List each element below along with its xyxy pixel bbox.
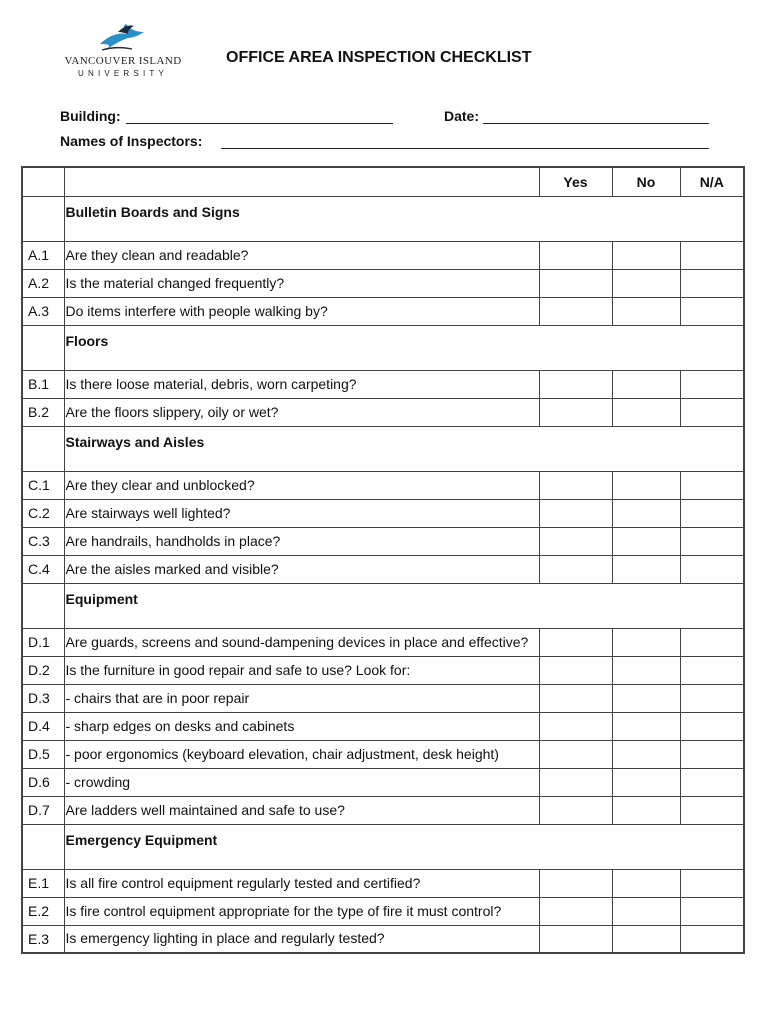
item-number: D.7 [22,796,64,824]
answer-cell-na[interactable] [680,499,744,527]
answer-cell-na[interactable] [680,684,744,712]
answer-cell-yes[interactable] [539,555,612,583]
item-number: C.3 [22,527,64,555]
item-number: D.1 [22,628,64,656]
item-number: B.2 [22,398,64,426]
answer-cell-na[interactable] [680,398,744,426]
answer-cell-na[interactable] [680,656,744,684]
answer-cell-yes[interactable] [539,628,612,656]
section-row [22,325,744,370]
inspectors-label: Names of Inspectors: [60,133,203,149]
item-question: Is fire control equipment appropriate for the type of fire it must control? [64,897,539,925]
answer-cell-yes[interactable] [539,740,612,768]
item-number: C.4 [22,555,64,583]
section-title: Floors [64,325,744,370]
item-number: D.3 [22,684,64,712]
checklist-row [22,471,744,499]
inspectors-field[interactable] [221,148,709,149]
answer-cell-yes[interactable] [539,897,612,925]
answer-cell-na[interactable] [680,869,744,897]
section-blank-cell [22,583,64,628]
answer-cell-na[interactable] [680,555,744,583]
item-number: B.1 [22,370,64,398]
answer-cell-no[interactable] [612,656,680,684]
item-number: D.4 [22,712,64,740]
bird-logo-icon [98,22,148,54]
answer-cell-yes[interactable] [539,712,612,740]
answer-cell-yes[interactable] [539,241,612,269]
section-row [22,583,744,628]
section-title: Equipment [64,583,744,628]
item-number: A.3 [22,297,64,325]
answer-cell-no[interactable] [612,684,680,712]
item-question: Are they clean and readable? [64,241,539,269]
answer-cell-yes[interactable] [539,869,612,897]
header-blank-cell [22,167,64,196]
item-question: Are guards, screens and sound-dampening devices in place and effective? [64,628,539,656]
answer-cell-yes[interactable] [539,527,612,555]
page-title: OFFICE AREA INSPECTION CHECKLIST [226,49,532,66]
item-question: Is the furniture in good repair and safe to use? Look for: [64,656,539,684]
inspection-table [21,166,745,954]
answer-cell-no[interactable] [612,471,680,499]
table-header-row [22,167,744,196]
checklist-row [22,925,744,953]
university-logo [52,22,194,84]
answer-cell-yes[interactable] [539,768,612,796]
answer-cell-yes[interactable] [539,684,612,712]
item-question: - chairs that are in poor repair [64,684,539,712]
section-row [22,824,744,869]
item-question: Is emergency lighting in place and regularly tested? [64,925,539,953]
answer-cell-na[interactable] [680,796,744,824]
answer-cell-no[interactable] [612,740,680,768]
answer-cell-na[interactable] [680,269,744,297]
answer-cell-no[interactable] [612,241,680,269]
checklist-row [22,656,744,684]
answer-cell-no[interactable] [612,628,680,656]
answer-cell-no[interactable] [612,796,680,824]
section-row [22,196,744,241]
logo-text-line1: VANCOUVER ISLAND [64,55,182,67]
item-number: D.2 [22,656,64,684]
column-header-yes: Yes [539,167,612,196]
item-question: - poor ergonomics (keyboard elevation, chair adjustment, desk height) [64,740,539,768]
item-question: Is the material changed frequently? [64,269,539,297]
checklist-row [22,897,744,925]
answer-cell-no[interactable] [612,398,680,426]
section-blank-cell [22,426,64,471]
section-row [22,426,744,471]
date-label: Date: [444,108,480,124]
checklist-row [22,628,744,656]
answer-cell-yes[interactable] [539,471,612,499]
item-question: Is there loose material, debris, worn carpeting? [64,370,539,398]
answer-cell-na[interactable] [680,712,744,740]
item-question: - crowding [64,768,539,796]
date-field[interactable] [483,123,709,124]
answer-cell-yes[interactable] [539,370,612,398]
checklist-row [22,869,744,897]
item-number: A.2 [22,269,64,297]
checklist-row [22,527,744,555]
checklist-row [22,499,744,527]
checklist-row [22,684,744,712]
logo-text-line2: UNIVERSITY [77,69,168,78]
section-title: Stairways and Aisles [64,426,744,471]
answer-cell-na[interactable] [680,370,744,398]
answer-cell-na[interactable] [680,628,744,656]
item-number: D.6 [22,768,64,796]
answer-cell-no[interactable] [612,712,680,740]
header-blank-cell [64,167,539,196]
item-number: D.5 [22,740,64,768]
answer-cell-na[interactable] [680,527,744,555]
column-header-na: N/A [680,167,744,196]
item-question: Are handrails, handholds in place? [64,527,539,555]
item-question: Do items interfere with people walking by? [64,297,539,325]
answer-cell-na[interactable] [680,925,744,953]
building-label: Building: [60,108,121,124]
checklist-row [22,768,744,796]
answer-cell-no[interactable] [612,499,680,527]
answer-cell-na[interactable] [680,241,744,269]
checklist-row [22,796,744,824]
answer-cell-na[interactable] [680,740,744,768]
answer-cell-yes[interactable] [539,398,612,426]
answer-cell-no[interactable] [612,869,680,897]
answer-cell-na[interactable] [680,897,744,925]
checklist-row [22,398,744,426]
item-question: Are stairways well lighted? [64,499,539,527]
checklist-row [22,740,744,768]
answer-cell-na[interactable] [680,471,744,499]
section-blank-cell [22,325,64,370]
section-blank-cell [22,824,64,869]
section-blank-cell [22,196,64,241]
section-title: Bulletin Boards and Signs [64,196,744,241]
item-number: C.1 [22,471,64,499]
answer-cell-no[interactable] [612,768,680,796]
answer-cell-no[interactable] [612,297,680,325]
answer-cell-yes[interactable] [539,297,612,325]
answer-cell-yes[interactable] [539,656,612,684]
answer-cell-yes[interactable] [539,796,612,824]
item-question: Is all fire control equipment regularly tested and certified? [64,869,539,897]
checklist-row [22,712,744,740]
item-question: Are ladders well maintained and safe to use? [64,796,539,824]
item-number: E.3 [22,925,64,953]
answer-cell-na[interactable] [680,768,744,796]
item-number: E.1 [22,869,64,897]
item-question: Are the floors slippery, oily or wet? [64,398,539,426]
building-field[interactable] [126,123,393,124]
answer-cell-no[interactable] [612,269,680,297]
item-question: - sharp edges on desks and cabinets [64,712,539,740]
item-number: E.2 [22,897,64,925]
section-title: Emergency Equipment [64,824,744,869]
answer-cell-yes[interactable] [539,925,612,953]
checklist-row [22,555,744,583]
answer-cell-yes[interactable] [539,269,612,297]
answer-cell-yes[interactable] [539,499,612,527]
checklist-row [22,297,744,325]
item-number: C.2 [22,499,64,527]
answer-cell-no[interactable] [612,370,680,398]
answer-cell-no[interactable] [612,527,680,555]
item-question: Are they clear and unblocked? [64,471,539,499]
checklist-row [22,370,744,398]
item-number: A.1 [22,241,64,269]
column-header-no: No [612,167,680,196]
answer-cell-no[interactable] [612,555,680,583]
answer-cell-no[interactable] [612,925,680,953]
item-question: Are the aisles marked and visible? [64,555,539,583]
checklist-row [22,241,744,269]
answer-cell-no[interactable] [612,897,680,925]
checklist-row [22,269,744,297]
answer-cell-na[interactable] [680,297,744,325]
